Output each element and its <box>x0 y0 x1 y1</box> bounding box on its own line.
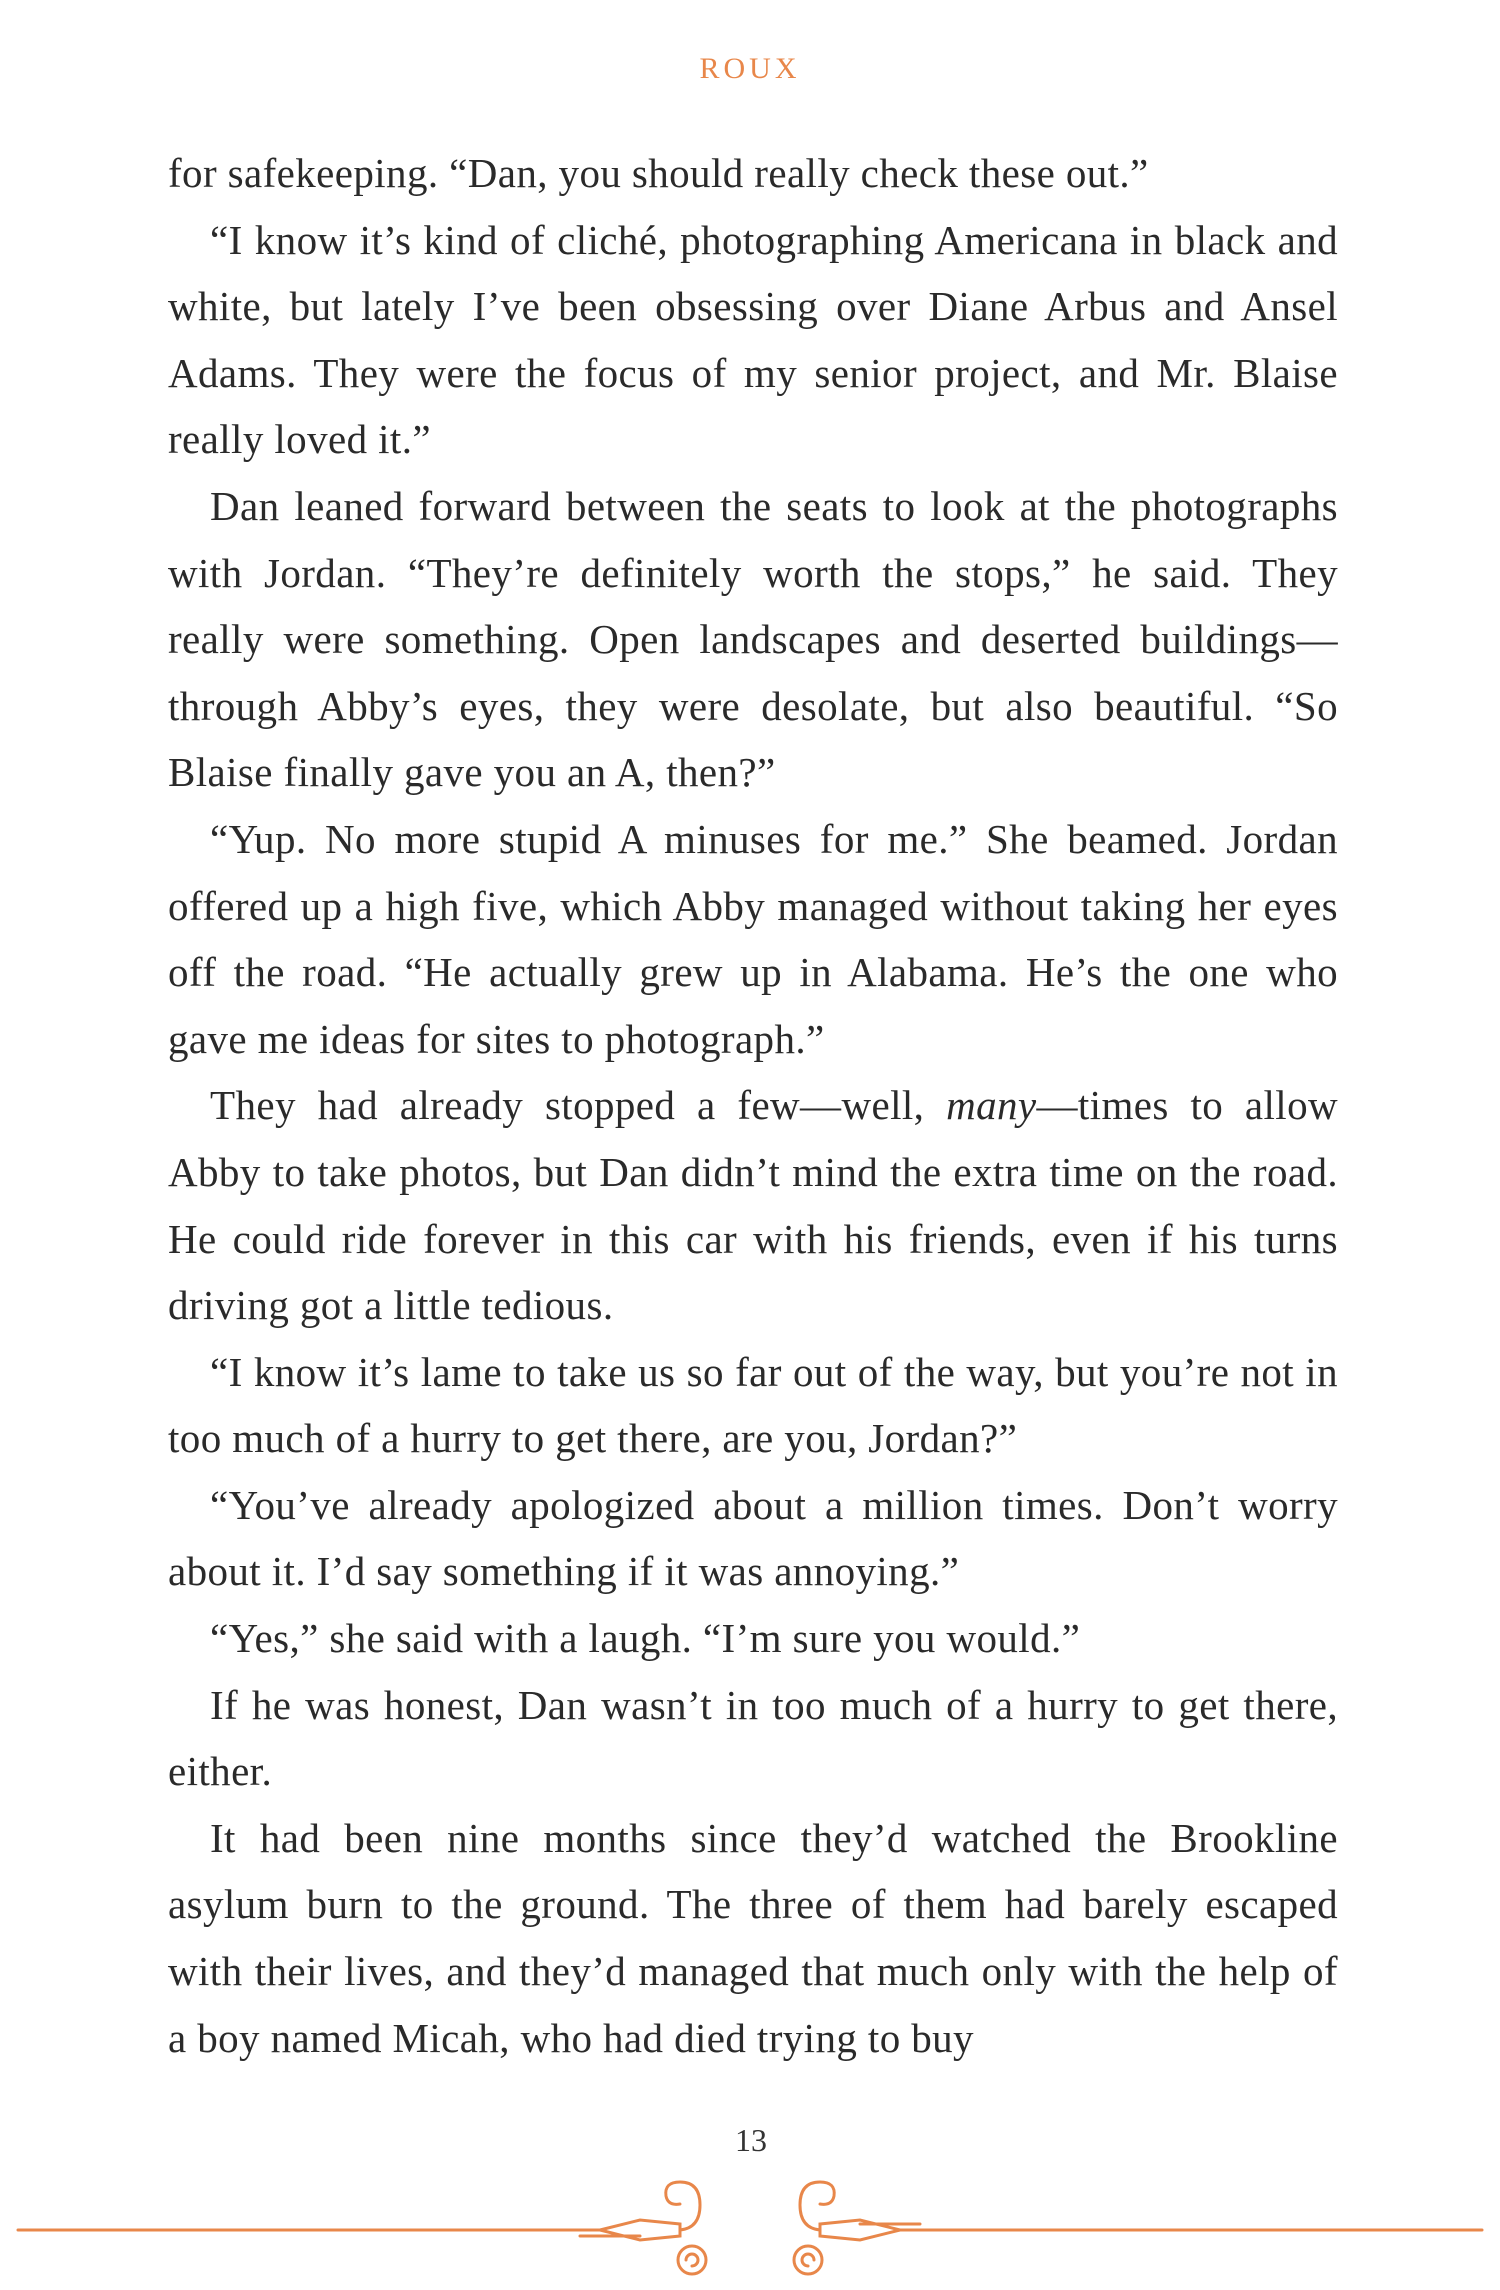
left-curl-outer <box>678 2246 706 2274</box>
body-text <box>168 140 1338 2071</box>
paragraph: They had already stopped a few—well, many—times to allow Abby to take photos, but Dan didn’t mind the extra time on the road. He could ride forever in this car with his friends, even if his turns driving got a little tedious. <box>168 1082 1339 1329</box>
right-curl-inner <box>802 2254 814 2266</box>
right-curl-outer <box>794 2246 822 2274</box>
page-number: 13 <box>735 2122 767 2158</box>
paragraph: for safekeeping. “Dan, you should really check these out.” <box>168 150 1149 196</box>
paragraph: “I know it’s kind of cliché, photographing Americana in black and white, but lately I’ve been obsessing over Diane Arbus and Ansel Adams. They were the focus of my senior project, and Mr. Blaise really loved it.” <box>168 216 1338 463</box>
paragraph: Dan leaned forward between the seats to look at the photographs with Jordan. “They’re definitely worth the stops,” he said. They really were something. Open landscapes and deserted buildings—through Abby’s eyes, they were desolate, but also beautiful. “So Blaise finally gave you an A, then?” <box>168 482 1338 796</box>
paragraph: If he was honest, Dan wasn’t in too much of a hurry to get there, either. <box>168 1681 1338 1795</box>
paragraph: It had been nine months since they’d watched the Brookline asylum burn to the ground. The three of them had barely escaped with their lives, and they’d managed that much only with the help of a boy named Micah, who had died trying to buy <box>168 1814 1338 2061</box>
paragraph: “Yup. No more stupid A minuses for me.” She beamed. Jordan offered up a high five, which Abby managed without taking her eyes off the road. “He actually grew up in Alabama. He’s the one who gave me ideas for sites to photograph.” <box>168 815 1338 1062</box>
paragraph: “You’ve already apologized about a million times. Don’t worry about it. I’d say something if it was annoying.” <box>168 1481 1338 1595</box>
emphasis: many <box>946 1082 1037 1129</box>
paragraph: “I know it’s lame to take us so far out of the way, but you’re not in too much of a hurry to get there, are you, Jordan?” <box>168 1348 1338 1462</box>
left-curl-inner <box>686 2254 698 2266</box>
paragraph: “Yes,” she said with a laugh. “I’m sure you would.” <box>210 1615 1081 1662</box>
running-head: ROUX <box>699 52 801 85</box>
